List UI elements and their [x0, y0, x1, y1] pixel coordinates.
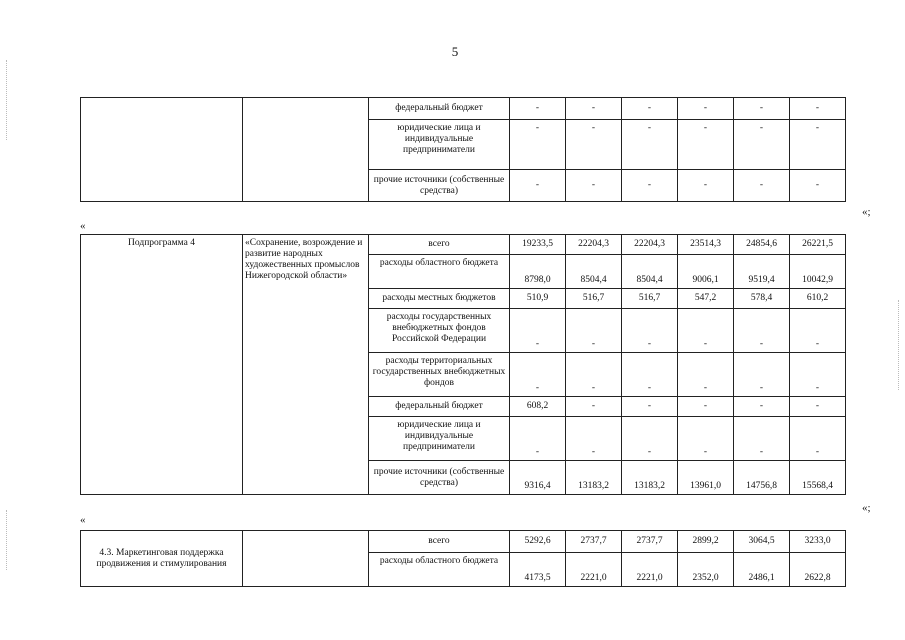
value-cell: 24854,6: [734, 235, 790, 255]
close-quote-mark: «;: [862, 502, 871, 514]
value-cell: -: [790, 397, 846, 417]
value-cell: 2352,0: [678, 553, 734, 587]
value-cell: -: [510, 309, 566, 353]
value-cell: -: [734, 170, 790, 202]
value-cell: -: [566, 397, 622, 417]
value-cell: 578,4: [734, 289, 790, 309]
source-label: расходы областного бюджета: [369, 553, 510, 587]
value-cell: -: [790, 170, 846, 202]
value-cell: -: [566, 309, 622, 353]
value-cell: 2221,0: [566, 553, 622, 587]
value-cell: 13183,2: [622, 461, 678, 495]
subprogram-title: «Сохранение, возрождение и развитие народных художественных промыслов Нижегородской области»: [243, 235, 369, 495]
open-quote-mark: «: [80, 220, 86, 232]
budget-table-continuation: [80, 97, 846, 202]
value-cell: -: [678, 353, 734, 397]
value-cell: 19233,5: [510, 235, 566, 255]
value-cell: -: [622, 170, 678, 202]
value-cell: -: [790, 120, 846, 170]
value-cell: 5292,6: [510, 531, 566, 553]
source-label: юридические лица и индивидуальные предприниматели: [369, 417, 510, 461]
value-cell: 510,9: [510, 289, 566, 309]
value-cell: 26221,5: [790, 235, 846, 255]
value-cell: -: [622, 353, 678, 397]
value-cell: -: [622, 417, 678, 461]
value-cell: 9006,1: [678, 255, 734, 289]
value-cell: -: [510, 417, 566, 461]
value-cell: 2737,7: [566, 531, 622, 553]
value-cell: -: [790, 353, 846, 397]
value-cell: -: [566, 170, 622, 202]
source-label: юридические лица и индивидуальные предприниматели: [369, 120, 510, 170]
scan-margin-left-lower: [6, 510, 8, 570]
value-cell: -: [622, 397, 678, 417]
value-cell: -: [510, 170, 566, 202]
source-label: всего: [369, 235, 510, 255]
value-cell: 2899,2: [678, 531, 734, 553]
program-cell-empty: [81, 98, 243, 202]
value-cell: 516,7: [622, 289, 678, 309]
value-cell: -: [622, 98, 678, 120]
value-cell: 2622,8: [790, 553, 846, 587]
title-cell-empty: [243, 98, 369, 202]
value-cell: 14756,8: [734, 461, 790, 495]
source-label: расходы областного бюджета: [369, 255, 510, 289]
value-cell: 10042,9: [790, 255, 846, 289]
value-cell: -: [734, 397, 790, 417]
source-label: федеральный бюджет: [369, 397, 510, 417]
value-cell: 2737,7: [622, 531, 678, 553]
value-cell: -: [678, 309, 734, 353]
value-cell: -: [734, 353, 790, 397]
value-cell: 13183,2: [566, 461, 622, 495]
value-cell: -: [678, 98, 734, 120]
value-cell: 15568,4: [790, 461, 846, 495]
value-cell: -: [566, 120, 622, 170]
value-cell: -: [510, 353, 566, 397]
value-cell: -: [566, 98, 622, 120]
value-cell: -: [734, 98, 790, 120]
value-cell: -: [734, 309, 790, 353]
value-cell: -: [734, 120, 790, 170]
value-cell: -: [790, 309, 846, 353]
marketing-budget-table: [80, 530, 846, 587]
subprogram-label: Подпрограмма 4: [81, 235, 243, 495]
source-label: расходы государственных внебюджетных фондов Российской Федерации: [369, 309, 510, 353]
value-cell: 9316,4: [510, 461, 566, 495]
open-quote-mark: «: [80, 514, 86, 526]
value-cell: 3064,5: [734, 531, 790, 553]
value-cell: -: [566, 417, 622, 461]
value-cell: 2486,1: [734, 553, 790, 587]
value-cell: 9519,4: [734, 255, 790, 289]
title-cell-empty: [243, 531, 369, 587]
value-cell: 8504,4: [622, 255, 678, 289]
activity-label: 4.3. Маркетинговая поддержка продвижения и стимулирования: [81, 531, 243, 587]
value-cell: -: [790, 98, 846, 120]
value-cell: 22204,3: [622, 235, 678, 255]
value-cell: 547,2: [678, 289, 734, 309]
close-quote-mark: «;: [862, 206, 871, 218]
value-cell: -: [566, 353, 622, 397]
value-cell: -: [678, 170, 734, 202]
value-cell: -: [510, 98, 566, 120]
source-label: федеральный бюджет: [369, 98, 510, 120]
value-cell: 22204,3: [566, 235, 622, 255]
value-cell: 23514,3: [678, 235, 734, 255]
value-cell: -: [622, 120, 678, 170]
source-label: расходы местных бюджетов: [369, 289, 510, 309]
source-label: расходы территориальных государственных внебюджетных фондов: [369, 353, 510, 397]
value-cell: -: [678, 120, 734, 170]
value-cell: -: [734, 417, 790, 461]
value-cell: -: [678, 397, 734, 417]
value-cell: 13961,0: [678, 461, 734, 495]
value-cell: -: [622, 309, 678, 353]
value-cell: -: [510, 120, 566, 170]
source-label: прочие источники (собственные средства): [369, 170, 510, 202]
value-cell: 4173,5: [510, 553, 566, 587]
value-cell: 608,2: [510, 397, 566, 417]
source-label: всего: [369, 531, 510, 553]
source-label: прочие источники (собственные средства): [369, 461, 510, 495]
scan-margin-right: [898, 300, 900, 390]
value-cell: 8798,0: [510, 255, 566, 289]
value-cell: 2221,0: [622, 553, 678, 587]
value-cell: 3233,0: [790, 531, 846, 553]
value-cell: -: [790, 417, 846, 461]
subprogram-4-budget-table: [80, 234, 846, 495]
scan-margin-left: [6, 60, 8, 140]
value-cell: 610,2: [790, 289, 846, 309]
value-cell: 8504,4: [566, 255, 622, 289]
value-cell: 516,7: [566, 289, 622, 309]
page-number: 5: [451, 44, 459, 59]
value-cell: -: [678, 417, 734, 461]
